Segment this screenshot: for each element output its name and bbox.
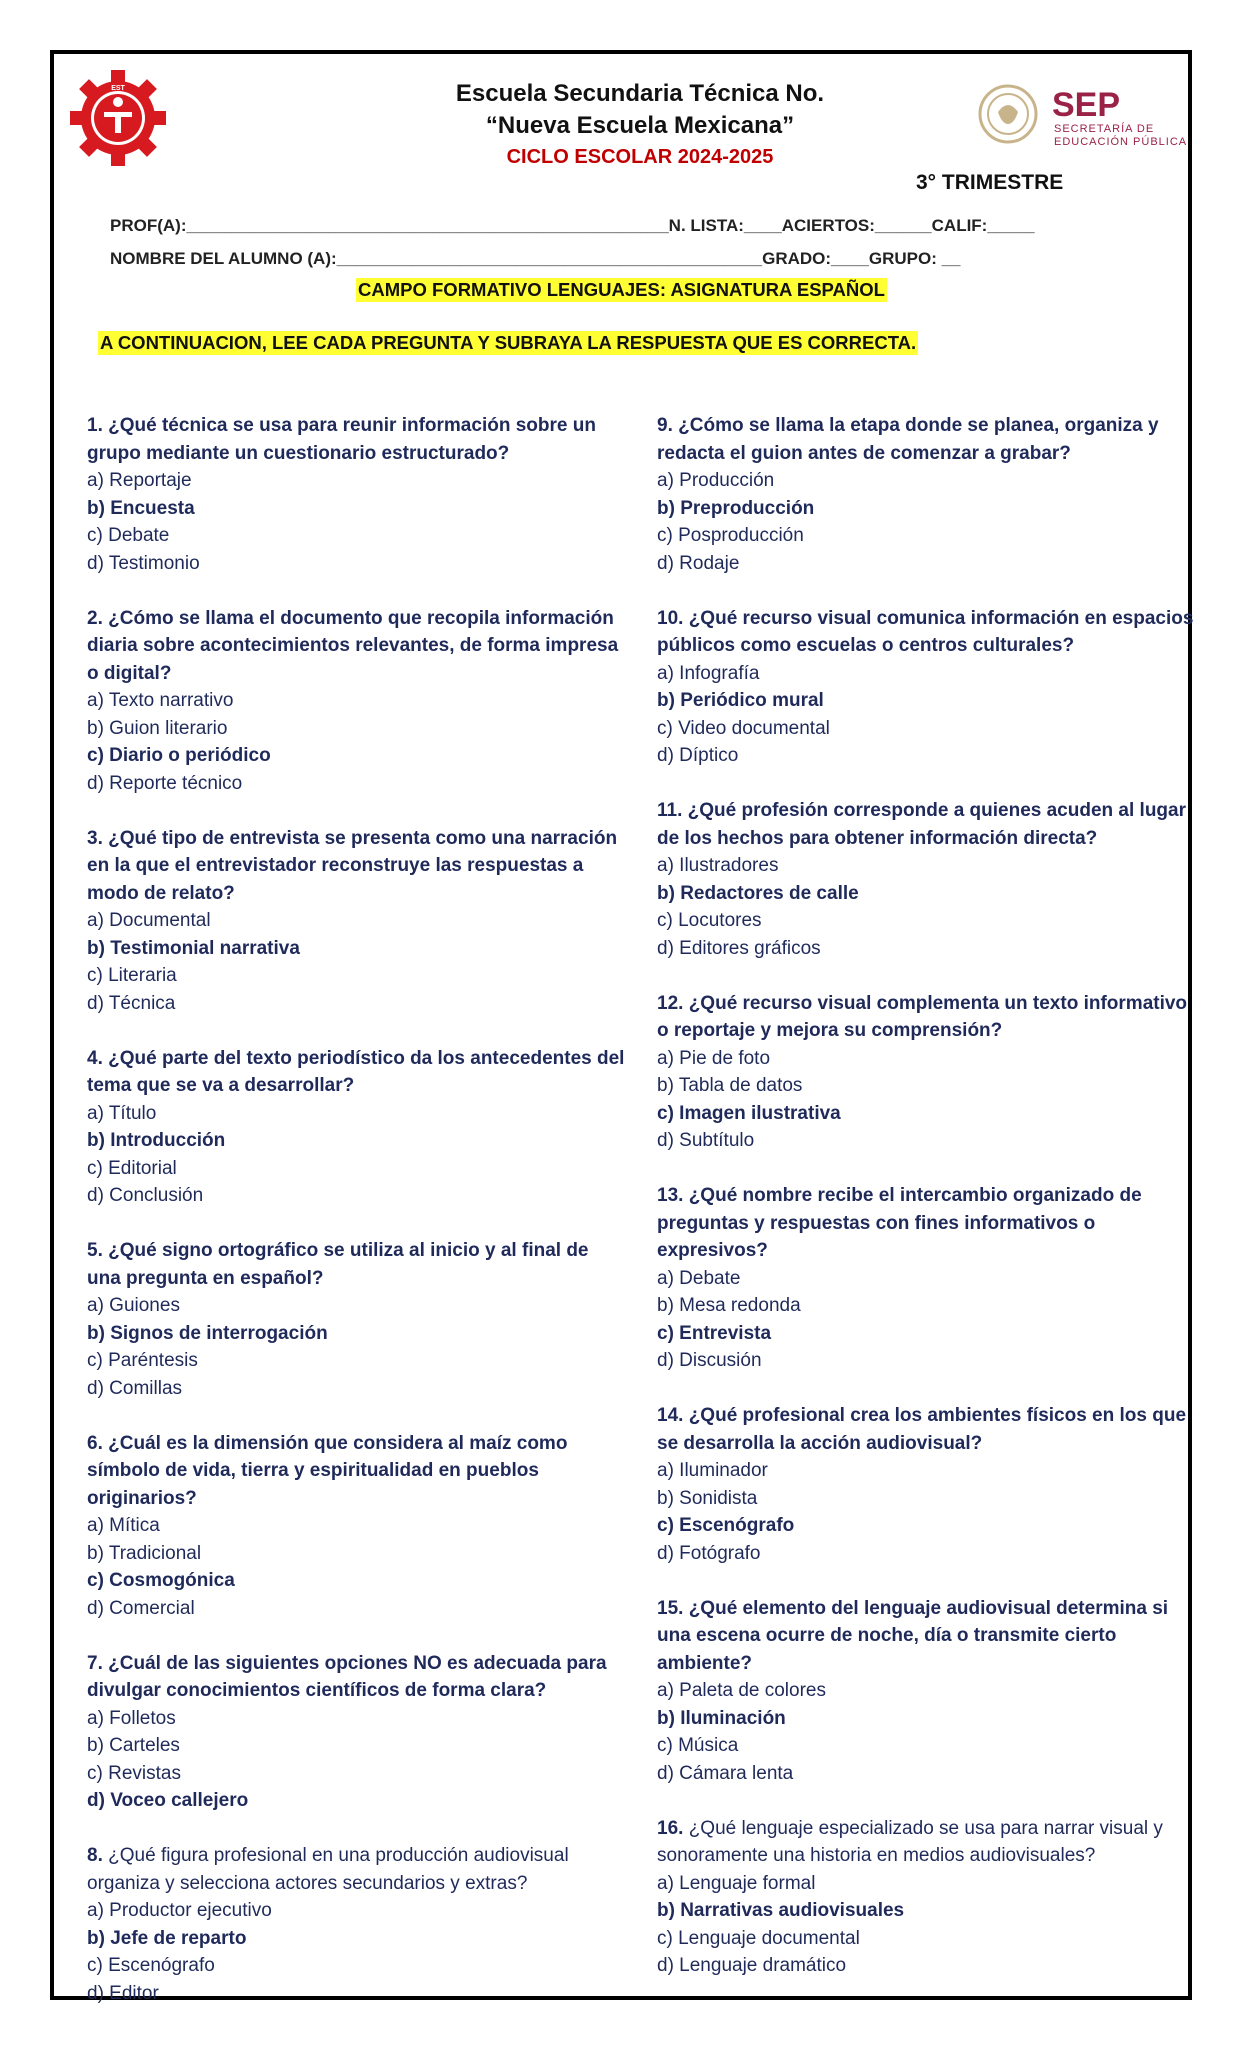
question-prompt: ¿Cuál es la dimensión que considera al maíz como símbolo de vida, tierra y espiritualidad en pueblos originarios?: [87, 1432, 568, 1509]
question-block: [657, 412, 1202, 577]
question-block: [657, 797, 1202, 962]
question-text: [657, 1595, 1202, 1678]
question-block: [657, 1815, 1202, 1980]
answer-option[interactable]: b) Introducción: [87, 1130, 226, 1151]
answer-option[interactable]: c) Posproducción: [657, 525, 804, 546]
answer-option[interactable]: b) Tradicional: [87, 1542, 202, 1564]
answer-option[interactable]: d) Cámara lenta: [657, 1762, 794, 1784]
answer-option[interactable]: b) Jefe de reparto: [87, 1927, 247, 1949]
answer-option[interactable]: d) Subtítulo: [657, 1130, 755, 1151]
question-text: [657, 412, 1202, 467]
answer-option[interactable]: b) Narrativas audiovisuales: [657, 1900, 905, 1921]
question-number: 15.: [657, 1597, 684, 1619]
answer-option[interactable]: c) Locutores: [657, 910, 762, 931]
question-text: [87, 412, 627, 467]
teacher-fields-line: PROF(A):___________________________________________________N. LISTA:____ACIERTOS:______CALIF:_____: [110, 216, 1035, 235]
answer-option[interactable]: a) Infografía: [657, 662, 760, 684]
answer-option[interactable]: d) Rodaje: [657, 552, 740, 574]
answer-option[interactable]: b) Carteles: [87, 1735, 180, 1756]
school-motto: “Nueva Escuela Mexicana”: [485, 112, 795, 139]
question-number: 9.: [657, 415, 673, 436]
school-gear-logo: [68, 68, 168, 168]
question-number: 10.: [657, 607, 684, 629]
sep-logo: [976, 82, 1206, 152]
answer-option[interactable]: a) Iluminador: [657, 1460, 768, 1481]
question-prompt: ¿Cuál de las siguientes opciones NO es adecuada para divulgar conocimientos científicos de forma clara?: [87, 1652, 607, 1701]
trimester-label: 3° TRIMESTRE: [916, 171, 1064, 194]
question-prompt: ¿Qué lenguaje especializado se usa para narrar visual y sonoramente una historia en medios audiovisuales?: [657, 1817, 1163, 1866]
answer-option[interactable]: b) Encuesta: [87, 497, 195, 519]
question-number: 4.: [87, 1047, 103, 1069]
question-text: [87, 825, 627, 908]
question-number: 16.: [657, 1817, 684, 1839]
question-block: [87, 825, 627, 1018]
question-block: [657, 1402, 1202, 1567]
question-block: [87, 1237, 627, 1402]
question-text: [87, 1842, 627, 1897]
question-prompt: ¿Qué profesión corresponde a quienes acuden al lugar de los hechos para obtener información directa?: [657, 800, 1186, 849]
answer-option[interactable]: d) Técnica: [87, 992, 176, 1014]
question-text: [657, 1182, 1202, 1265]
question-number: 3.: [87, 827, 103, 849]
answer-option[interactable]: b) Tabla de datos: [657, 1075, 803, 1096]
answer-option[interactable]: a) Ilustradores: [657, 855, 779, 876]
question-prompt: ¿Qué recurso visual complementa un texto informativo o reportaje y mejora su comprensión?: [657, 992, 1188, 1041]
question-prompt: ¿Qué parte del texto periodístico da los antecedentes del tema que se va a desarrollar?: [87, 1047, 625, 1096]
question-block: [87, 1842, 627, 2007]
answer-option[interactable]: d) Discusión: [657, 1350, 762, 1371]
question-number: 11.: [657, 800, 683, 821]
question-prompt: ¿Cómo se llama el documento que recopila información diaria sobre acontecimientos relevantes, de forma impresa o digital?: [87, 607, 619, 684]
answer-option[interactable]: c) Escenógrafo: [657, 1515, 795, 1536]
question-prompt: ¿Qué tipo de entrevista se presenta como una narración en la que el entrevistador reconstruye las respuestas a modo de relato?: [87, 827, 618, 904]
school-name: Escuela Secundaria Técnica No.: [455, 80, 825, 107]
student-fields-line: NOMBRE DEL ALUMNO (A):_____________________________________________GRADO:____GRUPO: __: [110, 249, 961, 268]
answer-option[interactable]: d) Conclusión: [87, 1185, 204, 1206]
answer-option[interactable]: b) Guion literario: [87, 717, 228, 739]
answer-option[interactable]: c) Debate: [87, 525, 170, 546]
answer-option[interactable]: a) Texto narrativo: [87, 690, 234, 711]
school-cycle: CICLO ESCOLAR 2024-2025: [506, 146, 774, 168]
question-number: 13.: [657, 1185, 684, 1206]
question-text: [87, 1650, 627, 1705]
question-prompt: ¿Qué elemento del lenguaje audiovisual determina si una escena ocurre de noche, día o transmite cierto ambiente?: [657, 1597, 1169, 1674]
question-block: [657, 1595, 1202, 1788]
answer-option[interactable]: a) Debate: [657, 1267, 741, 1289]
answer-option[interactable]: b) Preproducción: [657, 497, 815, 519]
question-block: [87, 1045, 627, 1210]
question-prompt: ¿Qué técnica se usa para reunir información sobre un grupo mediante un cuestionario estructurado?: [87, 415, 596, 464]
answer-option[interactable]: a) Producción: [657, 470, 775, 491]
answer-option[interactable]: d) Fotógrafo: [657, 1542, 761, 1564]
answer-option[interactable]: d) Comercial: [87, 1597, 195, 1619]
question-number: 12.: [657, 992, 684, 1014]
answer-option[interactable]: d) Comillas: [87, 1377, 183, 1399]
question-text: [87, 605, 627, 688]
answer-option[interactable]: d) Díptico: [657, 745, 739, 766]
answer-option[interactable]: a) Guiones: [87, 1295, 180, 1316]
question-prompt: ¿Qué profesional crea los ambientes físicos en los que se desarrolla la acción audiovisual?: [657, 1405, 1187, 1454]
answer-option[interactable]: a) Paleta de colores: [657, 1680, 826, 1701]
answer-option[interactable]: a) Reportaje: [87, 470, 192, 491]
question-block: [657, 605, 1202, 770]
answer-option[interactable]: a) Folletos: [87, 1707, 176, 1729]
question-number: 6.: [87, 1432, 103, 1454]
question-text: [657, 990, 1202, 1045]
answer-option[interactable]: c) Paréntesis: [87, 1350, 198, 1371]
sep-logo-text: SEP: [1052, 86, 1121, 124]
question-number: 7.: [87, 1652, 103, 1674]
question-text: [87, 1430, 627, 1513]
question-block: [657, 990, 1202, 1155]
answer-option[interactable]: c) Imagen ilustrativa: [657, 1102, 841, 1124]
question-block: [87, 412, 627, 577]
question-number: 2.: [87, 607, 103, 629]
question-number: 14.: [657, 1405, 684, 1426]
answer-option[interactable]: d) Editor: [87, 1982, 159, 2004]
answer-option[interactable]: c) Diario o periódico: [87, 745, 271, 766]
answer-option[interactable]: d) Editores gráficos: [657, 937, 821, 959]
question-number: 8.: [87, 1845, 103, 1866]
answer-option[interactable]: d) Reporte técnico: [87, 772, 243, 794]
question-text: [657, 1815, 1202, 1870]
instructions-heading: A CONTINUACION, LEE CADA PREGUNTA Y SUBRAYA LA RESPUESTA QUE ES CORRECTA.: [100, 332, 917, 353]
questions-left-column: [87, 412, 627, 2035]
sep-subtitle-1: SECRETARÍA DE: [1054, 123, 1155, 135]
question-block: [657, 1182, 1202, 1375]
answer-option[interactable]: a) Lenguaje formal: [657, 1872, 816, 1894]
question-text: [87, 1237, 627, 1292]
question-prompt: ¿Qué nombre recibe el intercambio organizado de preguntas y respuestas con fines informativos o expresivos?: [657, 1185, 1142, 1261]
answer-option[interactable]: d) Voceo callejero: [87, 1790, 249, 1811]
question-block: [87, 1430, 627, 1623]
question-prompt: ¿Qué signo ortográfico se utiliza al inicio y al final de una pregunta en español?: [87, 1240, 589, 1289]
question-text: [657, 605, 1202, 660]
title-block: [340, 78, 940, 172]
answer-option[interactable]: c) Escenógrafo: [87, 1955, 215, 1976]
answer-option[interactable]: d) Lenguaje dramático: [657, 1955, 847, 1976]
answer-option[interactable]: a) Productor ejecutivo: [87, 1900, 272, 1921]
answer-option[interactable]: b) Signos de interrogación: [87, 1322, 328, 1344]
answer-option[interactable]: c) Música: [657, 1735, 739, 1756]
question-text: [657, 797, 1202, 852]
question-prompt: ¿Qué figura profesional en una producción audiovisual organiza y selecciona actores secundarios y extras?: [87, 1845, 569, 1894]
question-block: [87, 605, 627, 798]
answer-option[interactable]: c) Video documental: [657, 717, 830, 739]
answer-option[interactable]: b) Sonidista: [657, 1487, 758, 1509]
answer-option[interactable]: b) Mesa redonda: [657, 1295, 801, 1316]
answer-option[interactable]: c) Entrevista: [657, 1322, 772, 1344]
answer-option[interactable]: d) Testimonio: [87, 552, 200, 574]
question-block: [87, 1650, 627, 1815]
answer-option[interactable]: b) Testimonial narrativa: [87, 937, 300, 959]
answer-option[interactable]: c) Editorial: [87, 1157, 177, 1179]
campo-formativo-heading: CAMPO FORMATIVO LENGUAJES: ASIGNATURA ESPAÑOL: [358, 279, 885, 300]
question-text: [87, 1045, 627, 1100]
answer-option[interactable]: a) Mítica: [87, 1515, 160, 1536]
answer-option[interactable]: a) Documental: [87, 910, 211, 931]
answer-option[interactable]: b) Iluminación: [657, 1707, 786, 1729]
answer-option[interactable]: c) Revistas: [87, 1762, 181, 1784]
question-text: [657, 1402, 1202, 1457]
question-prompt: ¿Cómo se llama la etapa donde se planea, organiza y redacta el guion antes de comenzar a grabar?: [657, 415, 1159, 464]
answer-option[interactable]: b) Redactores de calle: [657, 882, 859, 904]
answer-option[interactable]: c) Cosmogónica: [87, 1570, 235, 1591]
answer-option[interactable]: b) Periódico mural: [657, 690, 824, 711]
answer-option[interactable]: c) Literaria: [87, 965, 177, 986]
question-number: 1.: [87, 415, 103, 436]
question-prompt: ¿Qué recurso visual comunica información en espacios públicos como escuelas o centros culturales?: [657, 607, 1194, 656]
answer-option[interactable]: c) Lenguaje documental: [657, 1927, 860, 1949]
questions-right-column: [657, 412, 1202, 2007]
answer-option[interactable]: a) Título: [87, 1102, 157, 1124]
school-logo-text: EST: [111, 85, 125, 92]
question-number: 5.: [87, 1240, 103, 1261]
answer-option[interactable]: a) Pie de foto: [657, 1047, 771, 1069]
sep-subtitle-2: EDUCACIÓN PÚBLICA: [1054, 136, 1188, 148]
